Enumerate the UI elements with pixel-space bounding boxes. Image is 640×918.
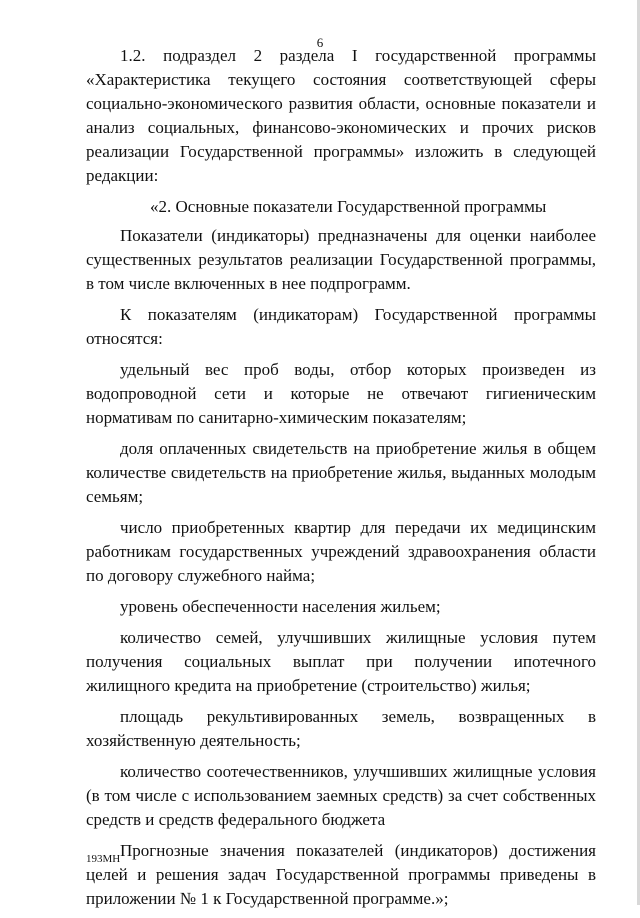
list-item-water-samples: удельный вес проб воды, отбор которых произведен из водопроводной сети и которые не отвечают гигиеническим нормативам по санитарно-химическим показателям;	[86, 360, 596, 427]
paragraph-indicators-list-intro: К показателям (индикаторам) Государственной программы относятся:	[86, 305, 596, 348]
paragraph-forecast-values: Прогнозные значения показателей (индикаторов) достижения целей и решения задач Государственной программы приведены в приложении № 1 к Государственной программе.»;	[86, 841, 596, 908]
list-item-mortgage-families: количество семей, улучшивших жилищные условия путем получения социальных выплат при получении ипотечного жилищного кредита на приобретение (строительство) жилья;	[86, 628, 596, 695]
list-item-housing-certificates: доля оплаченных свидетельств на приобретение жилья в общем количестве свидетельств на приобретение жилья, выданных молодым семьям;	[86, 439, 596, 506]
list-item-compatriots: количество соотечественников, улучшивших жилищные условия (в том числе с использованием заемных средств) за счет собственных средств и средств федерального бюджета	[86, 762, 596, 829]
list-item-reclaimed-land: площадь рекультивированных земель, возвращенных в хозяйственную деятельность;	[86, 707, 596, 750]
list-item-housing-provision: уровень обеспеченности населения жильем;	[120, 597, 441, 616]
paragraph-amendment-intro: 1.2. подраздел 2 раздела I государственной программы «Характеристика текущего состояния соответствующей сферы социально-экономического развития области, основные показатели и анализ социальных, финансово-экономических и прочих рисков реализации Государственной программы» изложить в следующей редакции:	[86, 46, 596, 185]
paragraph-indicators-purpose: Показатели (индикаторы) предназначены для оценки наиболее существенных результатов реализации Государственной программы, в том числе включенных в нее подпрограмм.	[86, 226, 596, 293]
list-item-medical-apartments: число приобретенных квартир для передачи их медицинским работникам государственных учреждений здравоохранения области по договору служебного найма;	[86, 518, 596, 585]
document-code: 193МН	[86, 853, 121, 865]
section-heading: «2. Основные показатели Государственной программы	[150, 197, 547, 216]
page-number: 6	[316, 35, 324, 50]
document-body	[86, 44, 596, 918]
